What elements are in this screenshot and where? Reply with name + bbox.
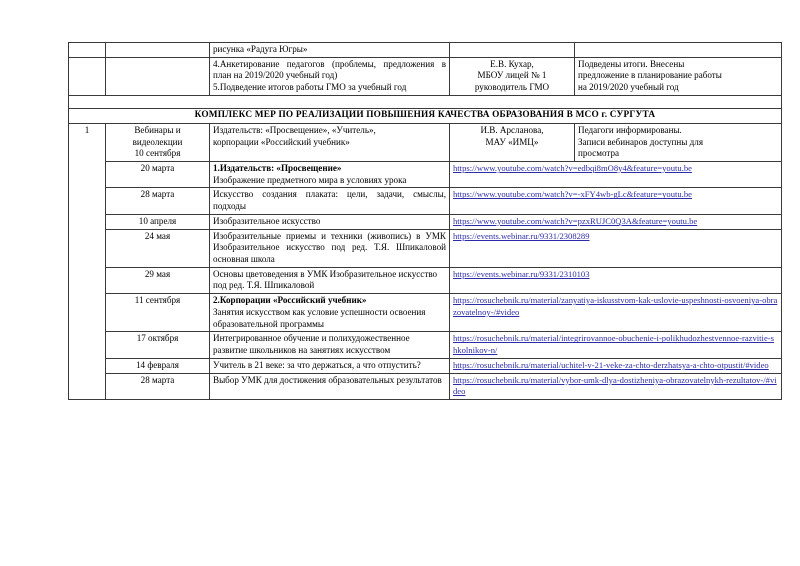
publishers-line-2: корпорации «Российский учебник» [213, 136, 350, 147]
description-text: Основы цветоведения в УМК Изобразительное искусство под ред. Т.Я. Шпикаловой [213, 268, 438, 291]
cell-date: 29 мая [106, 267, 210, 293]
cell-link[interactable] [450, 373, 782, 399]
description-text: Изобразительные приемы и техники (живопись) в УМК Изобразительное искусство под ред. Т.Я. Шпикаловой основная школа [213, 230, 446, 265]
main-document-table [68, 42, 782, 400]
cell-link[interactable] [450, 358, 782, 373]
resource-link[interactable]: https://rosuchebnik.ru/material/vybor-umk-dlya-dostizheniya-obrazovatelnykh-rezultatov-/#video [453, 374, 777, 397]
responsible-line-3: руководитель ГМО [474, 82, 550, 93]
cell-result-empty [575, 43, 782, 58]
cell-link[interactable] [450, 229, 782, 267]
cell-period-empty-2 [106, 57, 210, 95]
cell-date: 10 апреля [106, 214, 210, 229]
cell-link[interactable] [450, 162, 782, 188]
description-text: Занятия искусством как условие успешности освоения образовательной программы [213, 306, 426, 329]
cell-link[interactable] [450, 267, 782, 293]
cell-section-number: 1 [69, 123, 106, 399]
responsible-line-2: МБОУ лицей № 1 [477, 70, 547, 81]
description-text: Искусство создания плаката: цели, задачи, смыслы, подходы [213, 189, 446, 212]
cell-result-top-main [575, 57, 782, 95]
result-complex-line-1: Педагоги информированы. [578, 124, 682, 135]
table-body [69, 43, 782, 400]
table-row [69, 229, 782, 267]
cell-period-empty [106, 43, 210, 58]
table-row-spacer [69, 95, 782, 108]
resource-link[interactable]: https://rosuchebnik.ru/material/zanyatiya-iskusstvom-kak-uslovie-uspeshnosti-osvoeniya-obrazovatelnoy-/#video [453, 295, 778, 317]
description-text: Изображение предметного мира в условиях урока [213, 174, 407, 185]
table-row [69, 294, 782, 332]
table-row [69, 332, 782, 358]
content-line-1: 4.Анкетирование педагогов (проблемы, предложения в план на 2019/2020 учебный год) [213, 58, 446, 81]
cell-description [210, 373, 450, 399]
resource-link[interactable]: https://www.youtube.com/watch?v=edbqi8mO8y4&feature=youtu.be [453, 163, 692, 174]
result-line-1: Подведены итоги. Внесены [578, 58, 685, 69]
cell-date: 20 марта [106, 162, 210, 188]
cell-content-publishers [210, 123, 450, 161]
cell-description [210, 162, 450, 188]
table-row-fragment [69, 43, 782, 58]
table-row [69, 358, 782, 373]
cell-responsible-empty [450, 43, 575, 58]
description-text: Выбор УМК для достижения образовательных результатов [213, 374, 442, 385]
publishers-line-1: Издательств: «Просвещение», «Учитель», [213, 124, 376, 135]
resource-link[interactable]: https://events.webinar.ru/9331/2308289 [453, 230, 590, 241]
responsible-complex-line-1: И.В. Арсланова, [480, 124, 544, 135]
table-row [69, 373, 782, 399]
responsible-line-1: Е.В. Кухар, [490, 58, 534, 69]
resource-link[interactable]: https://www.youtube.com/watch?v=-xFY4wb-gLc&feature=youtu.be [453, 189, 692, 200]
cell-period-webinars [106, 123, 210, 161]
period-line-2: видеолекции [132, 136, 183, 147]
table-row-complex-header [69, 123, 782, 161]
cell-link[interactable] [450, 294, 782, 332]
resource-link[interactable]: https://rosuchebnik.ru/material/uchitel-v-21-veke-za-chto-derzhatsya-a-chto-otpustit/#video [453, 359, 769, 370]
cell-description [210, 358, 450, 373]
responsible-complex-line-2: МАУ «ИМЦ» [485, 136, 539, 147]
table-row [69, 188, 782, 214]
cell-spacer [69, 95, 782, 108]
cell-description [210, 294, 450, 332]
cell-link[interactable] [450, 214, 782, 229]
cell-link[interactable] [450, 332, 782, 358]
cell-number-empty [69, 43, 106, 58]
description-text: Учитель в 21 веке: за что держаться, а что отпустить? [213, 359, 421, 370]
cell-date: 17 октября [106, 332, 210, 358]
cell-description [210, 229, 450, 267]
description-title: 2.Корпорации «Российский учебник» [213, 295, 367, 306]
result-complex-line-3: просмотра [578, 148, 620, 159]
result-line-2: предложение в планирование работы [578, 70, 722, 81]
cell-content-top-main [210, 57, 450, 95]
cell-content-fragment: рисунка «Радуга Югры» [210, 43, 450, 58]
description-text: Изобразительное искусство [213, 215, 321, 226]
resource-link[interactable]: https://rosuchebnik.ru/material/integrirovannoe-obuchenie-i-polikhudozhestvennoe-razvitie-shkolnikov-n/ [453, 333, 774, 356]
content-line-2: 5.Подведение итогов работы ГМО за учебный год [213, 82, 407, 93]
cell-responsible-complex [450, 123, 575, 161]
cell-description [210, 332, 450, 358]
cell-date: 28 марта [106, 373, 210, 399]
cell-date: 11 сентября [106, 294, 210, 332]
section-banner-title: КОМПЛЕКС МЕР ПО РЕАЛИЗАЦИИ ПОВЫШЕНИЯ КАЧЕСТВА ОБРАЗОВАНИЯ В МСО г. СУРГУТА [69, 108, 782, 123]
cell-date: 14 февраля [106, 358, 210, 373]
table-row [69, 267, 782, 293]
table-row [69, 214, 782, 229]
table-row-top-main [69, 57, 782, 95]
result-line-3: на 2019/2020 учебный год [578, 82, 679, 93]
cell-description [210, 214, 450, 229]
cell-number-empty-2 [69, 57, 106, 95]
resource-link[interactable]: https://events.webinar.ru/9331/2310103 [453, 268, 590, 279]
description-text: Интегрированное обучение и полихудожественное развитие школьников на занятиях искусством [213, 333, 410, 356]
cell-date: 28 марта [106, 188, 210, 214]
cell-responsible-top-main [450, 57, 575, 95]
cell-result-complex [575, 123, 782, 161]
period-line-1: Вебинары и [134, 124, 181, 135]
cell-description [210, 267, 450, 293]
table-row [69, 162, 782, 188]
period-line-3: 10 сентября [134, 148, 181, 159]
description-title: 1.Издательств: «Просвещение» [213, 163, 342, 174]
cell-description [210, 188, 450, 214]
cell-link[interactable] [450, 188, 782, 214]
table-row-banner [69, 108, 782, 123]
resource-link[interactable]: https://www.youtube.com/watch?v=pzxRUJC0Q3A&feature=youtu.be [453, 215, 698, 226]
cell-date: 24 мая [106, 229, 210, 267]
result-complex-line-2: Записи вебинаров доступны для [578, 136, 704, 147]
